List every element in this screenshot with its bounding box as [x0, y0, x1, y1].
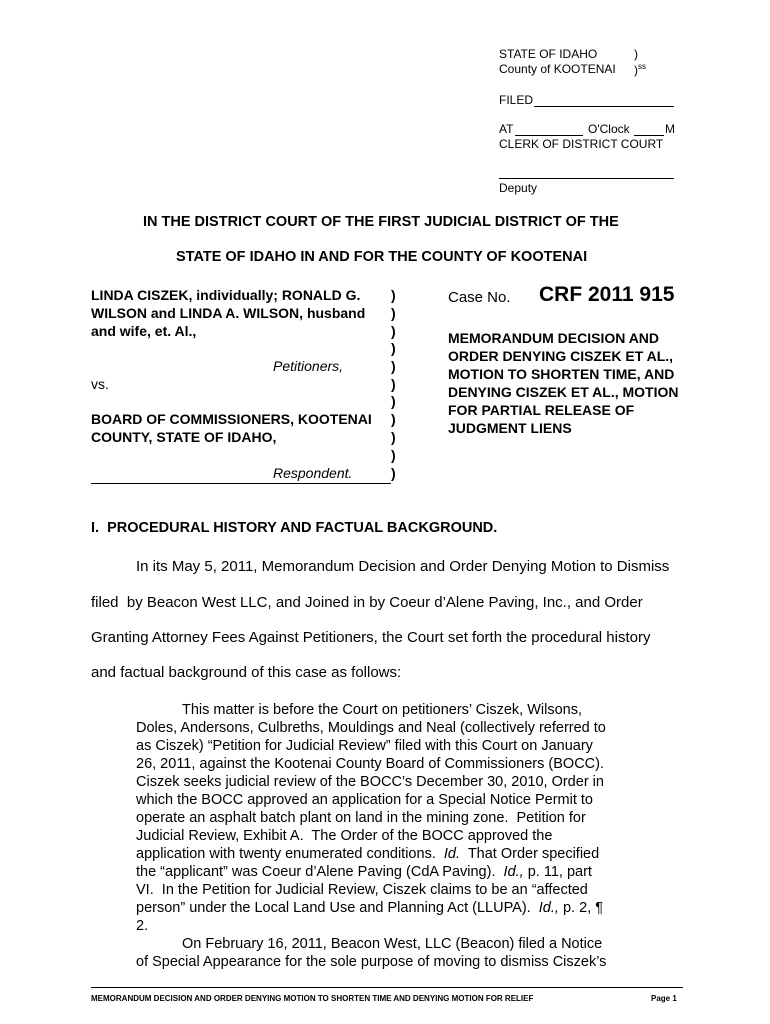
document-title-line2: ORDER DENYING CISZEK ET AL., [448, 348, 674, 364]
quote-line: Ciszek seeks judicial review of the BOCC’s December 30, 2010, Order in [136, 774, 604, 790]
petitioners-label: Petitioners, [273, 358, 344, 374]
filed-label: FILED [499, 93, 534, 107]
respondent-label: Respondent. [273, 465, 353, 481]
quote-line: of Special Appearance for the sole purpose of moving to dismiss Ciszek’s [136, 954, 607, 970]
deputy-label: Deputy [499, 181, 538, 195]
quote-line: Doles, Andersons, Culbreths, Mouldings and Neal (collectively referred to [136, 720, 606, 736]
vs-label: vs. [91, 376, 109, 392]
caption-paren: ) [391, 411, 396, 427]
caption-paren: ) [391, 447, 396, 463]
paragraph-line: In its May 5, 2011, Memorandum Decision and Order Denying Motion to Dismiss [136, 558, 670, 575]
page-number: Page 1 [651, 994, 677, 1003]
at-blank [515, 135, 583, 136]
quote-line: 26, 2011, against the Kootenai County Board of Commissioners (BOCC). [136, 756, 604, 772]
at-label: AT [499, 122, 514, 136]
clerk-label: CLERK OF DISTRICT COURT [499, 137, 664, 151]
county-label: County of KOOTENAI [499, 62, 616, 76]
oclock-blank [634, 135, 664, 136]
paragraph-line: and factual background of this case as follows: [91, 664, 402, 681]
respondent-line1: BOARD OF COMMISSIONERS, KOOTENAI [91, 411, 372, 427]
paragraph-line: Granting Attorney Fees Against Petitioners, the Court set forth the procedural history [91, 629, 651, 646]
quote-line: person” under the Local Land Use and Planning Act (LLUPA). Id., p. 2, ¶ [136, 900, 603, 916]
court-heading-line1: IN THE DISTRICT COURT OF THE FIRST JUDICIAL DISTRICT OF THE [143, 214, 619, 230]
caption-paren: ) [391, 465, 396, 481]
petitioners-line3: and wife, et. Al., [91, 323, 197, 339]
case-no-label: Case No. [448, 289, 511, 306]
document-title-line6: JUDGMENT LIENS [448, 420, 572, 436]
caption-paren: ) [391, 305, 396, 321]
section-heading: I. PROCEDURAL HISTORY AND FACTUAL BACKGROUND. [91, 520, 498, 536]
document-title-line5: FOR PARTIAL RELEASE OF [448, 402, 635, 418]
document-title-line3: MOTION TO SHORTEN TIME, AND [448, 366, 675, 382]
paren-ss: )$^{ss}$ [634, 62, 646, 77]
state-label: STATE OF IDAHO [499, 47, 598, 61]
quote-line: which the BOCC approved an application for a Special Notice Permit to [136, 792, 593, 808]
document-title-line1: MEMORANDUM DECISION AND [448, 330, 660, 346]
footer-rule [91, 987, 683, 988]
footer-title: MEMORANDUM DECISION AND ORDER DENYING MOTION TO SHORTEN TIME AND DENYING MOTION FOR RELIEF [91, 994, 534, 1003]
quote-line: the “applicant” was Coeur d’Alene Paving (CdA Paving). Id., p. 11, part [136, 864, 592, 880]
caption-paren: ) [391, 358, 396, 374]
caption-paren: ) [391, 393, 396, 409]
caption-paren: ) [391, 429, 396, 445]
quote-line: This matter is before the Court on petitioners’ Ciszek, Wilsons, [182, 702, 582, 718]
quote-line: Judicial Review, Exhibit A. The Order of the BOCC approved the [136, 828, 553, 844]
respondent-line2: COUNTY, STATE OF IDAHO, [91, 429, 277, 445]
deputy-blank [499, 178, 674, 179]
quote-line: On February 16, 2011, Beacon West, LLC (Beacon) filed a Notice [182, 936, 603, 952]
oclock-label: O'Clock [588, 122, 630, 136]
quote-line: VI. In the Petition for Judicial Review, Ciszek claims to be an “affected [136, 882, 588, 898]
quote-line: operate an asphalt batch plant on land in the mining zone. Petition for [136, 810, 586, 826]
quote-line: as Ciszek) “Petition for Judicial Review” filed with this Court on January [136, 738, 593, 754]
caption-paren: ) [391, 340, 396, 356]
paren: ) [634, 47, 638, 61]
m-label: M [665, 122, 675, 136]
petitioners-line2: WILSON and LINDA A. WILSON, husband [91, 305, 366, 321]
caption-paren: ) [391, 287, 396, 303]
paragraph-line: filed by Beacon West LLC, and Joined in by Coeur d’Alene Paving, Inc., and Order [91, 594, 643, 611]
document-title-line4: DENYING CISZEK ET AL., MOTION [448, 384, 679, 400]
caption-paren: ) [391, 323, 396, 339]
court-heading-line2: STATE OF IDAHO IN AND FOR THE COUNTY OF KOOTENAI [176, 249, 588, 265]
caption-underline [91, 483, 391, 484]
quote-line: 2. [136, 918, 149, 934]
caption-paren: ) [391, 376, 396, 392]
petitioners-line1: LINDA CISZEK, individually; RONALD G. [91, 287, 361, 303]
quote-line: application with twenty enumerated conditions. Id. That Order specified [136, 846, 600, 862]
filed-blank [534, 106, 674, 107]
case-number: CRF 2011 915 [539, 283, 675, 306]
